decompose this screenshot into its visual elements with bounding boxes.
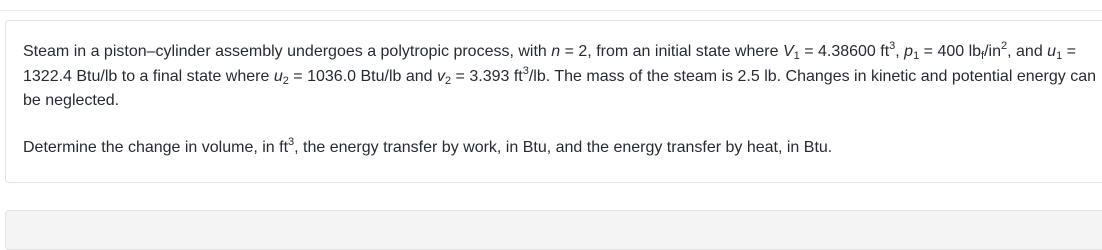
problem-text-segment: = 400 lb (919, 43, 982, 60)
problem-text-segment: , (895, 43, 905, 60)
internal-energy-symbol: u (1047, 43, 1057, 60)
problem-statement (23, 40, 1102, 114)
problem-text-segment: , and (1007, 43, 1048, 60)
superscript: 2 (1001, 40, 1008, 52)
subscript: f (981, 50, 985, 62)
subscript: 1 (793, 50, 800, 62)
problem-text-segment: = 1036.0 Btu/lb and (288, 67, 437, 85)
specific-volume-symbol: v (436, 67, 445, 85)
problem-text-segment: = 3.393 ft (451, 67, 523, 85)
subscript: 1 (913, 50, 920, 62)
subscript: 2 (444, 74, 452, 87)
superscript: 3 (288, 135, 295, 148)
top-divider-strip (0, 0, 1102, 11)
problem-text-segment: Steam in a piston–cylinder assembly undergoes a polytropic process, with (23, 43, 552, 60)
answer-panel (5, 210, 1102, 250)
internal-energy-symbol: u (273, 67, 283, 85)
subscript: 2 (282, 74, 289, 87)
problem-text-segment: = 4.38600 ft (799, 43, 890, 60)
superscript: 3 (522, 64, 529, 77)
volume-symbol: V (782, 43, 794, 60)
prompt-text-segment: , the energy transfer by work, in Btu, and the energy transfer by heat, in Btu. (294, 138, 833, 156)
prompt-text-segment: Determine the change in volume, in ft (23, 138, 289, 156)
problem-text-segment: = 2, from an initial state where (560, 43, 783, 60)
problem-text-segment: = 1322.4 Btu/lb to a final state where (23, 43, 1076, 85)
problem-text-segment: /lb. The mass of the steam is 2.5 lb. Changes in kinetic and potential energy can be neglected. (23, 67, 1096, 109)
subscript: 1 (1056, 50, 1063, 62)
pressure-symbol: p (904, 43, 914, 60)
problem-text-segment: /in (984, 43, 1001, 60)
superscript: 3 (889, 40, 896, 52)
question-card (5, 20, 1102, 183)
question-prompt (23, 136, 1102, 161)
polytropic-index-symbol: n (551, 43, 561, 60)
